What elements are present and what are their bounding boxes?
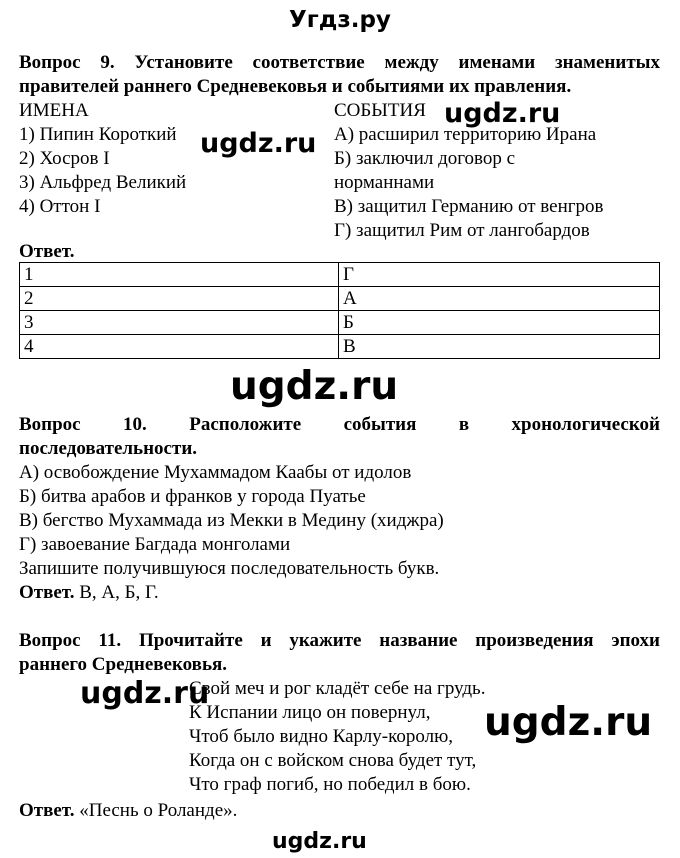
q10-answer-value: В, А, Б, Г. xyxy=(74,582,159,603)
poem-line: Что граф погиб, но победил в бою. xyxy=(189,774,471,795)
q9-event-item: В) защитил Германию от венгров xyxy=(334,196,604,217)
watermark-logo: ugdz.ru xyxy=(80,676,210,711)
table-row xyxy=(20,263,660,287)
q10-item: Г) завоевание Багдада монголами xyxy=(19,534,291,555)
table-cell: Г xyxy=(339,263,660,287)
q9-names-header: ИМЕНА xyxy=(19,100,89,121)
q9-events-header: СОБЫТИЯ xyxy=(334,100,426,121)
q10-answer xyxy=(19,581,159,605)
table-cell: 3 xyxy=(20,311,339,335)
q10-answer-label: Ответ. xyxy=(19,582,75,603)
poem-line: Свой меч и рог кладёт себе на грудь. xyxy=(189,678,486,699)
q10-item: А) освобождение Мухаммадом Каабы от идолов xyxy=(19,462,412,483)
poem-line: К Испании лицо он повернул, xyxy=(189,702,431,723)
watermark-logo: ugdz.ru xyxy=(230,364,399,409)
q9-name-item: 1) Пипин Короткий xyxy=(19,124,177,145)
site-header: Угдз.ру xyxy=(289,7,391,33)
q9-answer-table xyxy=(19,262,660,359)
q9-event-item: Б) заключил договор с xyxy=(334,148,516,169)
watermark-logo: ugdz.ru xyxy=(200,128,317,159)
table-cell: В xyxy=(339,335,660,359)
q9-event-item: норманнами xyxy=(334,172,435,193)
q9-name-item: 2) Хосров I xyxy=(19,148,110,169)
q11-answer-value: «Песнь о Роланде». xyxy=(74,800,238,821)
q9-name-item: 4) Оттон I xyxy=(19,196,101,217)
q10-title-line1: Вопрос 10. Расположите события в хронологической xyxy=(19,414,660,435)
q9-title-line2: правителей раннего Средневековья и событиями их правления. xyxy=(19,76,572,97)
table-cell: 4 xyxy=(20,335,339,359)
q11-title-line1: Вопрос 11. Прочитайте и укажите название произведения эпохи xyxy=(19,630,660,651)
q10-item: В) бегство Мухаммада из Мекки в Медину (хиджра) xyxy=(19,510,444,531)
table-cell: Б xyxy=(339,311,660,335)
table-row xyxy=(20,287,660,311)
watermark-logo: ugdz.ru xyxy=(484,700,653,745)
watermark-logo: ugdz.ru xyxy=(272,829,367,854)
table-cell: А xyxy=(339,287,660,311)
table-row xyxy=(20,335,660,359)
q11-title-line2: раннего Средневековья. xyxy=(19,654,228,675)
watermark-logo: ugdz.ru xyxy=(444,98,561,129)
poem-line: Когда он с войском снова будет тут, xyxy=(189,750,477,771)
q9-event-item: Г) защитил Рим от лангобардов xyxy=(334,220,590,241)
table-cell: 2 xyxy=(20,287,339,311)
q9-event-item: А) расширил территорию Ирана xyxy=(334,124,597,145)
q11-answer xyxy=(19,799,237,823)
q10-item: Б) битва арабов и франков у города Пуатье xyxy=(19,486,366,507)
q10-title-line2: последовательности. xyxy=(19,438,198,459)
poem-line: Чтоб было видно Карлу-королю, xyxy=(189,726,454,747)
q11-answer-label: Ответ. xyxy=(19,800,75,821)
q10-instruction: Запишите получившуюся последовательность букв. xyxy=(19,558,440,579)
q9-name-item: 3) Альфред Великий xyxy=(19,172,187,193)
q9-title-line1: Вопрос 9. Установите соответствие между именами знаменитых xyxy=(19,52,660,73)
q9-answer-label: Ответ. xyxy=(19,241,75,262)
table-cell: 1 xyxy=(20,263,339,287)
table-row xyxy=(20,311,660,335)
